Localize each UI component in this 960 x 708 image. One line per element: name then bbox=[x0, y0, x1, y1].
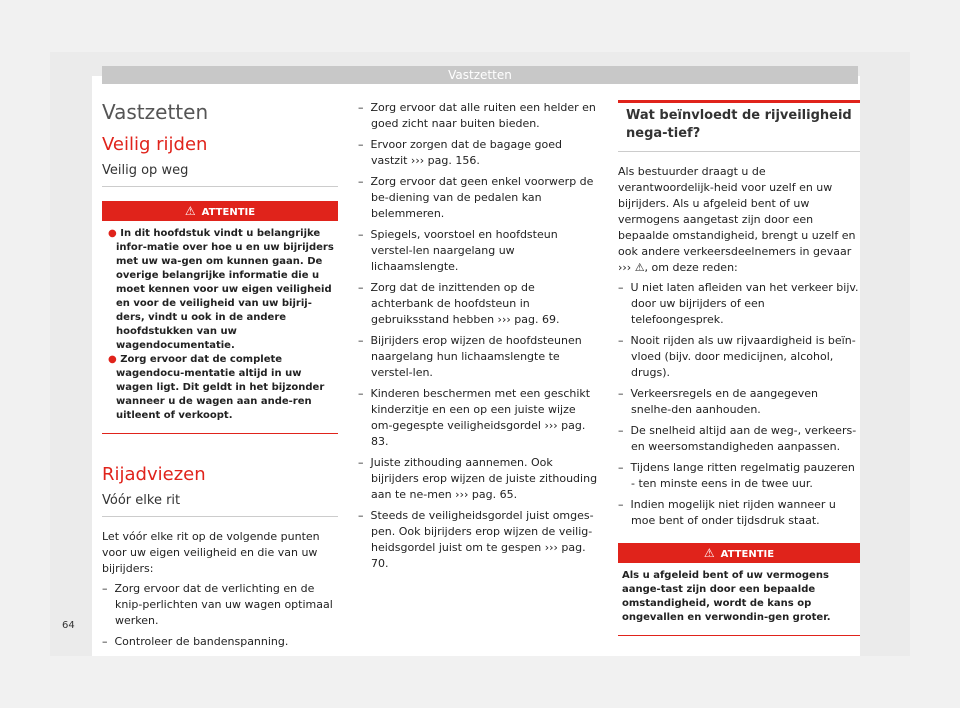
bullet-icon: ● bbox=[108, 228, 121, 239]
intro-paragraph: Let vóór elke rit op de volgende punten voor uw eigen veiligheid en die van uw bijrijders: bbox=[102, 530, 320, 575]
warning-label: ATTENTIE bbox=[201, 207, 256, 218]
page-number: 64 bbox=[62, 620, 75, 631]
chapter-header: Vastzetten bbox=[102, 66, 858, 84]
list-item: – Steeds de veiligheidsgordel juist omges-pen. Ook bijrijders erop wijzen de veilig-heidsgordel juist om te gespen ››› pag. 70. bbox=[358, 509, 594, 570]
chapter-title: Vastzetten bbox=[102, 100, 209, 124]
column-1 bbox=[102, 100, 338, 655]
list-item: – Zorg ervoor dat de verlichting en de knip-perlichten van uw wagen optimaal werken. bbox=[102, 582, 333, 627]
column-2 bbox=[358, 100, 600, 577]
list-item: – Zorg dat de inzittenden op de achterbank de hoofdsteun in gebruiksstand hebben ››› pag. 69. bbox=[358, 281, 560, 326]
list-item: – Nooit rijden als uw rijvaardigheid is beïn-vloed (bijv. door medicijnen, alcohol, drugs). bbox=[618, 334, 856, 379]
subsection-title-2: Vóór elke rit bbox=[102, 493, 338, 517]
list-item: – Bijrijders erop wijzen de hoofdsteunen naargelang hun lichaamslengte te verstel-len. bbox=[358, 334, 582, 379]
warning-box bbox=[102, 201, 338, 434]
warning-icon: ⚠ bbox=[703, 546, 715, 560]
warning-label: ATTENTIE bbox=[720, 549, 775, 560]
list-item: – Zorg ervoor dat geen enkel voorwerp de be-diening van de pedalen kan belemmeren. bbox=[358, 175, 594, 220]
section-title: Veilig rijden bbox=[102, 134, 208, 155]
warning-box-2 bbox=[618, 543, 860, 636]
bullet-icon: ● bbox=[108, 354, 121, 365]
warning-body: Als u afgeleid bent of uw vermogens aange-tast zijn door een bepaalde omstandigheid, wordt de kans op ongevallen en verwondin-gen groter. bbox=[622, 570, 831, 623]
question-heading: Wat beïnvloedt de rijveiligheid nega-tief? bbox=[618, 100, 860, 152]
list-item: – Kinderen beschermen met een geschikt kinderzitje en een op een juiste wijze om-gegespte veiligheidsgordel ››› pag. 83. bbox=[358, 387, 591, 448]
warning-icon: ⚠ bbox=[184, 204, 196, 218]
intro-paragraph: Als bestuurder draagt u de verantwoordelijk-heid voor uzelf en uw bijrijders. Als u afgeleid bent of uw vermogens aangetast zijn door een bepaalde omstandigheid, brengt u uzelf en ook andere verkeersdeelnemers in gevaar ››› ⚠, om deze reden: bbox=[618, 165, 856, 274]
warning-header bbox=[618, 543, 860, 563]
list-item: – Indien mogelijk niet rijden wanneer u moe bent of onder tijdsdruk staat. bbox=[618, 498, 836, 527]
list-item: – Ervoor zorgen dat de bagage goed vastzit ››› pag. 156. bbox=[358, 138, 562, 167]
list-item: – Controleer de bandenspanning. bbox=[102, 635, 289, 648]
list-item: – Verkeersregels en de aangegeven snelhe-den aanhouden. bbox=[618, 387, 818, 416]
list-item: – Spiegels, voorstoel en hoofdsteun verstel-len naargelang uw lichaamslengte. bbox=[358, 228, 558, 273]
list-item: – Tijdens lange ritten regelmatig pauzeren - ten minste eens in de twee uur. bbox=[618, 461, 855, 490]
warning-body bbox=[102, 221, 338, 423]
warning-item: ● Zorg ervoor dat de complete wagendocu-mentatie altijd in uw wagen ligt. Dit geldt in het bijzonder wanneer u de wagen aan ande-ren uitleent of verkoopt. bbox=[108, 354, 325, 421]
warning-item: ● In dit hoofdstuk vindt u belangrijke infor-matie over hoe u en uw bijrijders met uw wa-gen om kunnen gaan. De overige belangrijke informatie die u moet kennen voor uw eigen veiligheid en voor de veiligheid van uw bijrij-ders, vindt u ook in de andere hoofdstukken van uw wagendocumentatie. bbox=[108, 228, 334, 351]
list-item: – Zorg ervoor dat alle ruiten een helder en goed zicht naar buiten bieden. bbox=[358, 101, 596, 130]
list-item: – U niet laten afleiden van het verkeer bijv. door uw bijrijders of een telefoongesprek. bbox=[618, 281, 859, 326]
list-item: – De snelheid altijd aan de weg-, verkeers- en weersomstandigheden aanpassen. bbox=[618, 424, 857, 453]
warning-header bbox=[102, 201, 338, 221]
list-item: – Juiste zithouding aannemen. Ook bijrijders erop wijzen de juiste zithouding aan te ne-men ››› pag. 65. bbox=[358, 456, 598, 501]
column-3 bbox=[618, 100, 860, 636]
subsection-title: Veilig op weg bbox=[102, 163, 338, 187]
section-title-2: Rijadviezen bbox=[102, 464, 206, 485]
